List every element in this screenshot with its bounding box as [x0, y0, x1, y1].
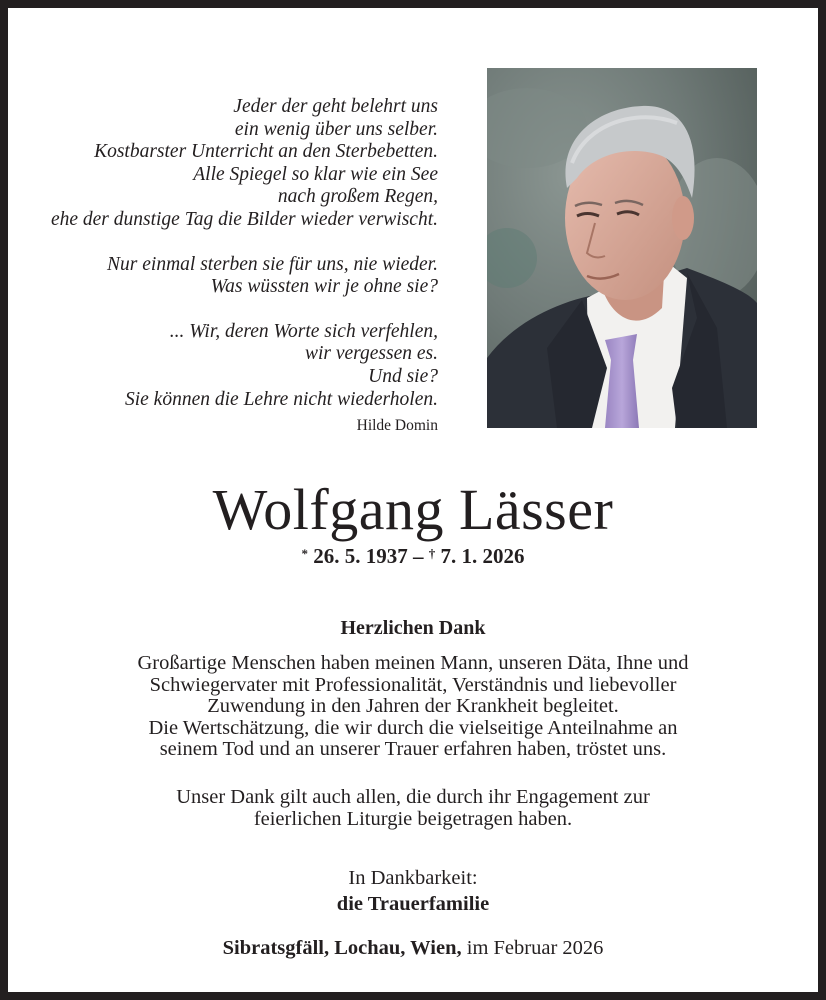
poem-line: Kostbarster Unterricht an den Sterbebetten. — [94, 141, 438, 163]
text-line: Unser Dank gilt auch allen, die durch ihr Engagement zur — [176, 786, 650, 808]
poem-line: Jeder der geht belehrt uns — [233, 96, 438, 117]
poem-line: Sie können die Lehre nicht wiederholen. — [124, 388, 438, 410]
poem-line: ehe der dunstige Tag die Bilder wieder verwischt. — [50, 208, 438, 230]
poem-line: ein wenig über uns selber. — [234, 118, 438, 140]
poem — [51, 96, 438, 438]
death-cross-icon: † — [428, 546, 436, 561]
poem-author: Hilde Domin — [356, 417, 438, 435]
text-line: Großartige Menschen haben meinen Mann, unseren Däta, Ihne und — [137, 652, 689, 674]
poem-line: Nur einmal sterben sie für uns, nie wieder. — [107, 253, 438, 275]
poem-line: Alle Spiegel so klar wie ein See — [193, 163, 438, 185]
text-line: seinem Tod und an unserer Trauer erfahren haben, tröstet uns. — [159, 738, 667, 760]
poem-stanza-3 — [51, 321, 438, 411]
publication-date: im Februar 2026 — [466, 937, 604, 959]
poem-stanza-2 — [51, 254, 438, 299]
text-line: Die Wertschätzung, die wir durch die vielseitige Anteilnahme an — [148, 716, 678, 739]
thanks-heading: Herzlichen Dank — [340, 617, 486, 639]
places: Sibratsgfäll, Lochau, Wien, — [222, 937, 462, 959]
poem-stanza-1 — [51, 96, 438, 232]
thanks-paragraph-2 — [8, 787, 818, 830]
birth-star-icon: * — [301, 546, 308, 561]
thanks-paragraph-1 — [8, 653, 818, 761]
poem-line: wir vergessen es. — [304, 343, 438, 365]
signature: die Trauerfamilie — [336, 893, 490, 915]
closing-salutation: In Dankbarkeit: — [348, 867, 478, 889]
portrait-photo — [487, 68, 757, 428]
poem-line: nach großem Regen, — [277, 186, 438, 208]
life-dates — [8, 543, 818, 569]
place-and-date — [8, 936, 818, 960]
birth-date: 26. 5. 1937 — [313, 544, 408, 568]
deceased-name: Wolfgang Lässer — [212, 477, 614, 542]
text-line: feierlichen Liturgie beigetragen haben. — [253, 807, 573, 830]
text-line: Schwiegervater mit Professionalität, Verständnis und liebevoller — [149, 673, 677, 696]
text-line: Zuwendung in den Jahren der Krankheit begleitet. — [207, 695, 619, 717]
portrait-illustration — [487, 68, 757, 428]
death-date: 7. 1. 2026 — [440, 544, 525, 568]
poem-line: Was wüssten wir je ohne sie? — [210, 276, 438, 298]
poem-line: ... Wir, deren Worte sich verfehlen, — [169, 320, 438, 342]
date-separator: – — [413, 544, 424, 568]
obituary-card — [8, 8, 818, 992]
poem-line: Und sie? — [368, 365, 438, 387]
